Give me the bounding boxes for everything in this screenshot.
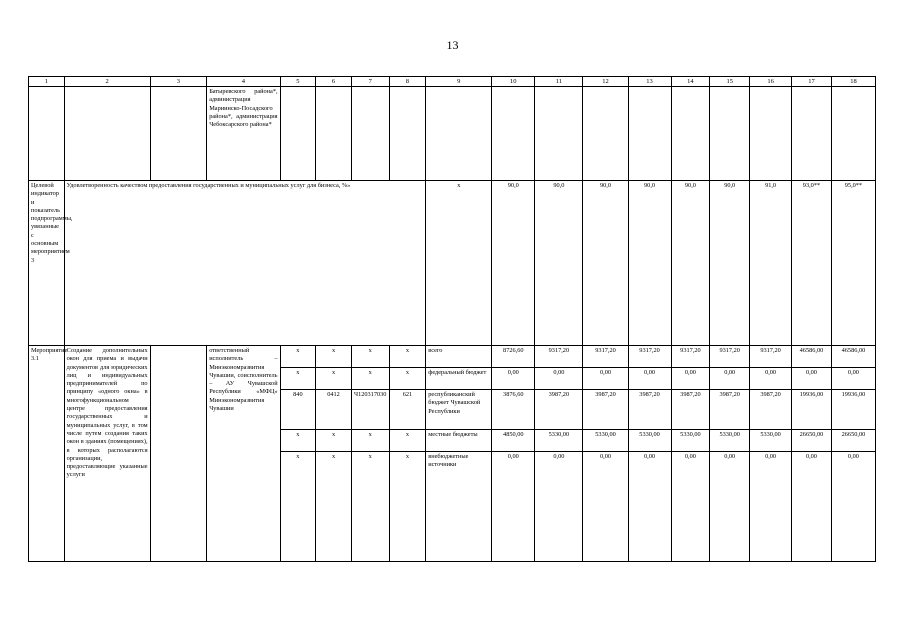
funding-source: республиканский бюджет Чувашской Республики (426, 390, 492, 430)
col-number: 3 (150, 77, 207, 87)
budget-code: х (316, 346, 352, 368)
funding-value: 9317,20 (750, 346, 792, 368)
budget-code: х (351, 430, 389, 452)
funding-source: всего (426, 346, 492, 368)
funding-value: 0,00 (792, 452, 832, 562)
funding-value: 0,00 (792, 368, 832, 390)
funding-value: 3987,20 (710, 390, 750, 430)
budget-code: х (280, 452, 316, 562)
col-number: 1 (29, 77, 65, 87)
budget-code: 0412 (316, 390, 352, 430)
col-number: 11 (535, 77, 583, 87)
indicator-value: 90,0 (535, 181, 583, 346)
funding-value: 3987,20 (583, 390, 628, 430)
funding-value: 0,00 (710, 452, 750, 562)
funding-value: 0,00 (535, 368, 583, 390)
funding-value: 5330,00 (583, 430, 628, 452)
funding-value: 9317,20 (535, 346, 583, 368)
budget-code: х (280, 430, 316, 452)
funding-value: 9317,20 (710, 346, 750, 368)
col-number: 2 (64, 77, 150, 87)
funding-value: 0,00 (628, 452, 671, 562)
measure-executors: ответственный исполнитель – Минэкономразвития Чувашии, соисполнитель – АУ Чувашской Республики «МФЦ» Минэкономразвития Чувашии (207, 346, 280, 562)
budget-code: 840 (280, 390, 316, 430)
col-number: 10 (492, 77, 535, 87)
funding-value: 5330,00 (750, 430, 792, 452)
funding-source: внебюджетные источники (426, 452, 492, 562)
budget-code: х (316, 368, 352, 390)
col-number: 16 (750, 77, 792, 87)
budget-code: 621 (389, 390, 426, 430)
funding-value: 0,00 (750, 452, 792, 562)
measure-col3 (150, 346, 207, 562)
funding-value: 8726,60 (492, 346, 535, 368)
funding-value: 5330,00 (710, 430, 750, 452)
funding-value: 19936,00 (792, 390, 832, 430)
funding-value: 46586,00 (792, 346, 832, 368)
funding-value: 3987,20 (535, 390, 583, 430)
continuation-executors: Батыревского района*, администрация Мариинско-Посадского района*, администрация Чебоксарского района* (207, 87, 280, 181)
budget-code: х (316, 430, 352, 452)
funding-value: 5330,00 (628, 430, 671, 452)
funding-value: 26650,00 (792, 430, 832, 452)
budget-code: х (316, 452, 352, 562)
indicator-row (29, 181, 876, 346)
budget-code: х (389, 452, 426, 562)
col-number: 7 (351, 77, 389, 87)
funding-value: 0,00 (671, 452, 710, 562)
budget-code: х (280, 346, 316, 368)
funding-value: 3987,20 (628, 390, 671, 430)
funding-value: 0,00 (831, 452, 875, 562)
funding-value: 0,00 (750, 368, 792, 390)
funding-value: 0,00 (583, 368, 628, 390)
funding-row (29, 346, 876, 368)
budget-code: х (351, 368, 389, 390)
indicator-value: 90,0 (583, 181, 628, 346)
funding-value: 3987,20 (750, 390, 792, 430)
funding-source: федеральный бюджет (426, 368, 492, 390)
indicator-value: 90,0 (710, 181, 750, 346)
indicator-value: 90,0 (671, 181, 710, 346)
measure-label: Мероприятие 3.1 (29, 346, 65, 562)
funding-value: 3987,20 (671, 390, 710, 430)
funding-value: 9317,20 (583, 346, 628, 368)
funding-value: 0,00 (583, 452, 628, 562)
col-number: 13 (628, 77, 671, 87)
funding-value: 0,00 (535, 452, 583, 562)
funding-value: 0,00 (492, 368, 535, 390)
funding-value: 0,00 (628, 368, 671, 390)
indicator-label: Целевой индикатор и показатель подпрограммы, увязанные с основным мероприятием 3 (29, 181, 65, 346)
indicator-value: 91,0 (750, 181, 792, 346)
funding-value: 3876,60 (492, 390, 535, 430)
funding-value: 26650,00 (831, 430, 875, 452)
indicator-value: 95,0** (831, 181, 875, 346)
funding-source: местные бюджеты (426, 430, 492, 452)
budget-code: х (389, 368, 426, 390)
funding-value: 9317,20 (671, 346, 710, 368)
col-number: 12 (583, 77, 628, 87)
funding-value: 46586,00 (831, 346, 875, 368)
col-number: 14 (671, 77, 710, 87)
continuation-row (29, 87, 876, 181)
indicator-value: 90,0 (628, 181, 671, 346)
col-number: 5 (280, 77, 316, 87)
page-number: 13 (446, 38, 459, 52)
program-table (28, 76, 876, 562)
col-number: 17 (792, 77, 832, 87)
funding-value: 4850,00 (492, 430, 535, 452)
budget-code: х (389, 346, 426, 368)
funding-value: 0,00 (492, 452, 535, 562)
col-number: 18 (831, 77, 875, 87)
funding-value: 5330,00 (535, 430, 583, 452)
column-number-row (29, 77, 876, 87)
measure-description: Создание дополнительных окон для приема и выдачи документов для юридических лиц и индивидуальных предпринимателей по принципу «одного окна» в многофункциональном центре предоставления государственных и муниципальных услуг, в том числе путем создания таких окон в зданиях (помещениях), в которых располагаются организации, предоставляющие указанные услуги (64, 346, 150, 562)
budget-code: х (280, 368, 316, 390)
budget-code: х (389, 430, 426, 452)
col-number: 6 (316, 77, 352, 87)
budget-code: х (351, 452, 389, 562)
budget-code: Ч120317030 (351, 390, 389, 430)
funding-value: 19936,00 (831, 390, 875, 430)
indicator-value: 90,0 (492, 181, 535, 346)
funding-value: 0,00 (671, 368, 710, 390)
indicator-text: Удовлетворенность качеством предоставления государственных и муниципальных услуг для бизнеса, %» (64, 181, 426, 346)
col-number: 8 (389, 77, 426, 87)
funding-value: 0,00 (831, 368, 875, 390)
col-number: 15 (710, 77, 750, 87)
budget-code: х (351, 346, 389, 368)
funding-value: 9317,20 (628, 346, 671, 368)
funding-value: 5330,00 (671, 430, 710, 452)
col-number: 9 (426, 77, 492, 87)
col-number: 4 (207, 77, 280, 87)
indicator-value: 93,0** (792, 181, 832, 346)
indicator-source: х (426, 181, 492, 346)
funding-value: 0,00 (710, 368, 750, 390)
